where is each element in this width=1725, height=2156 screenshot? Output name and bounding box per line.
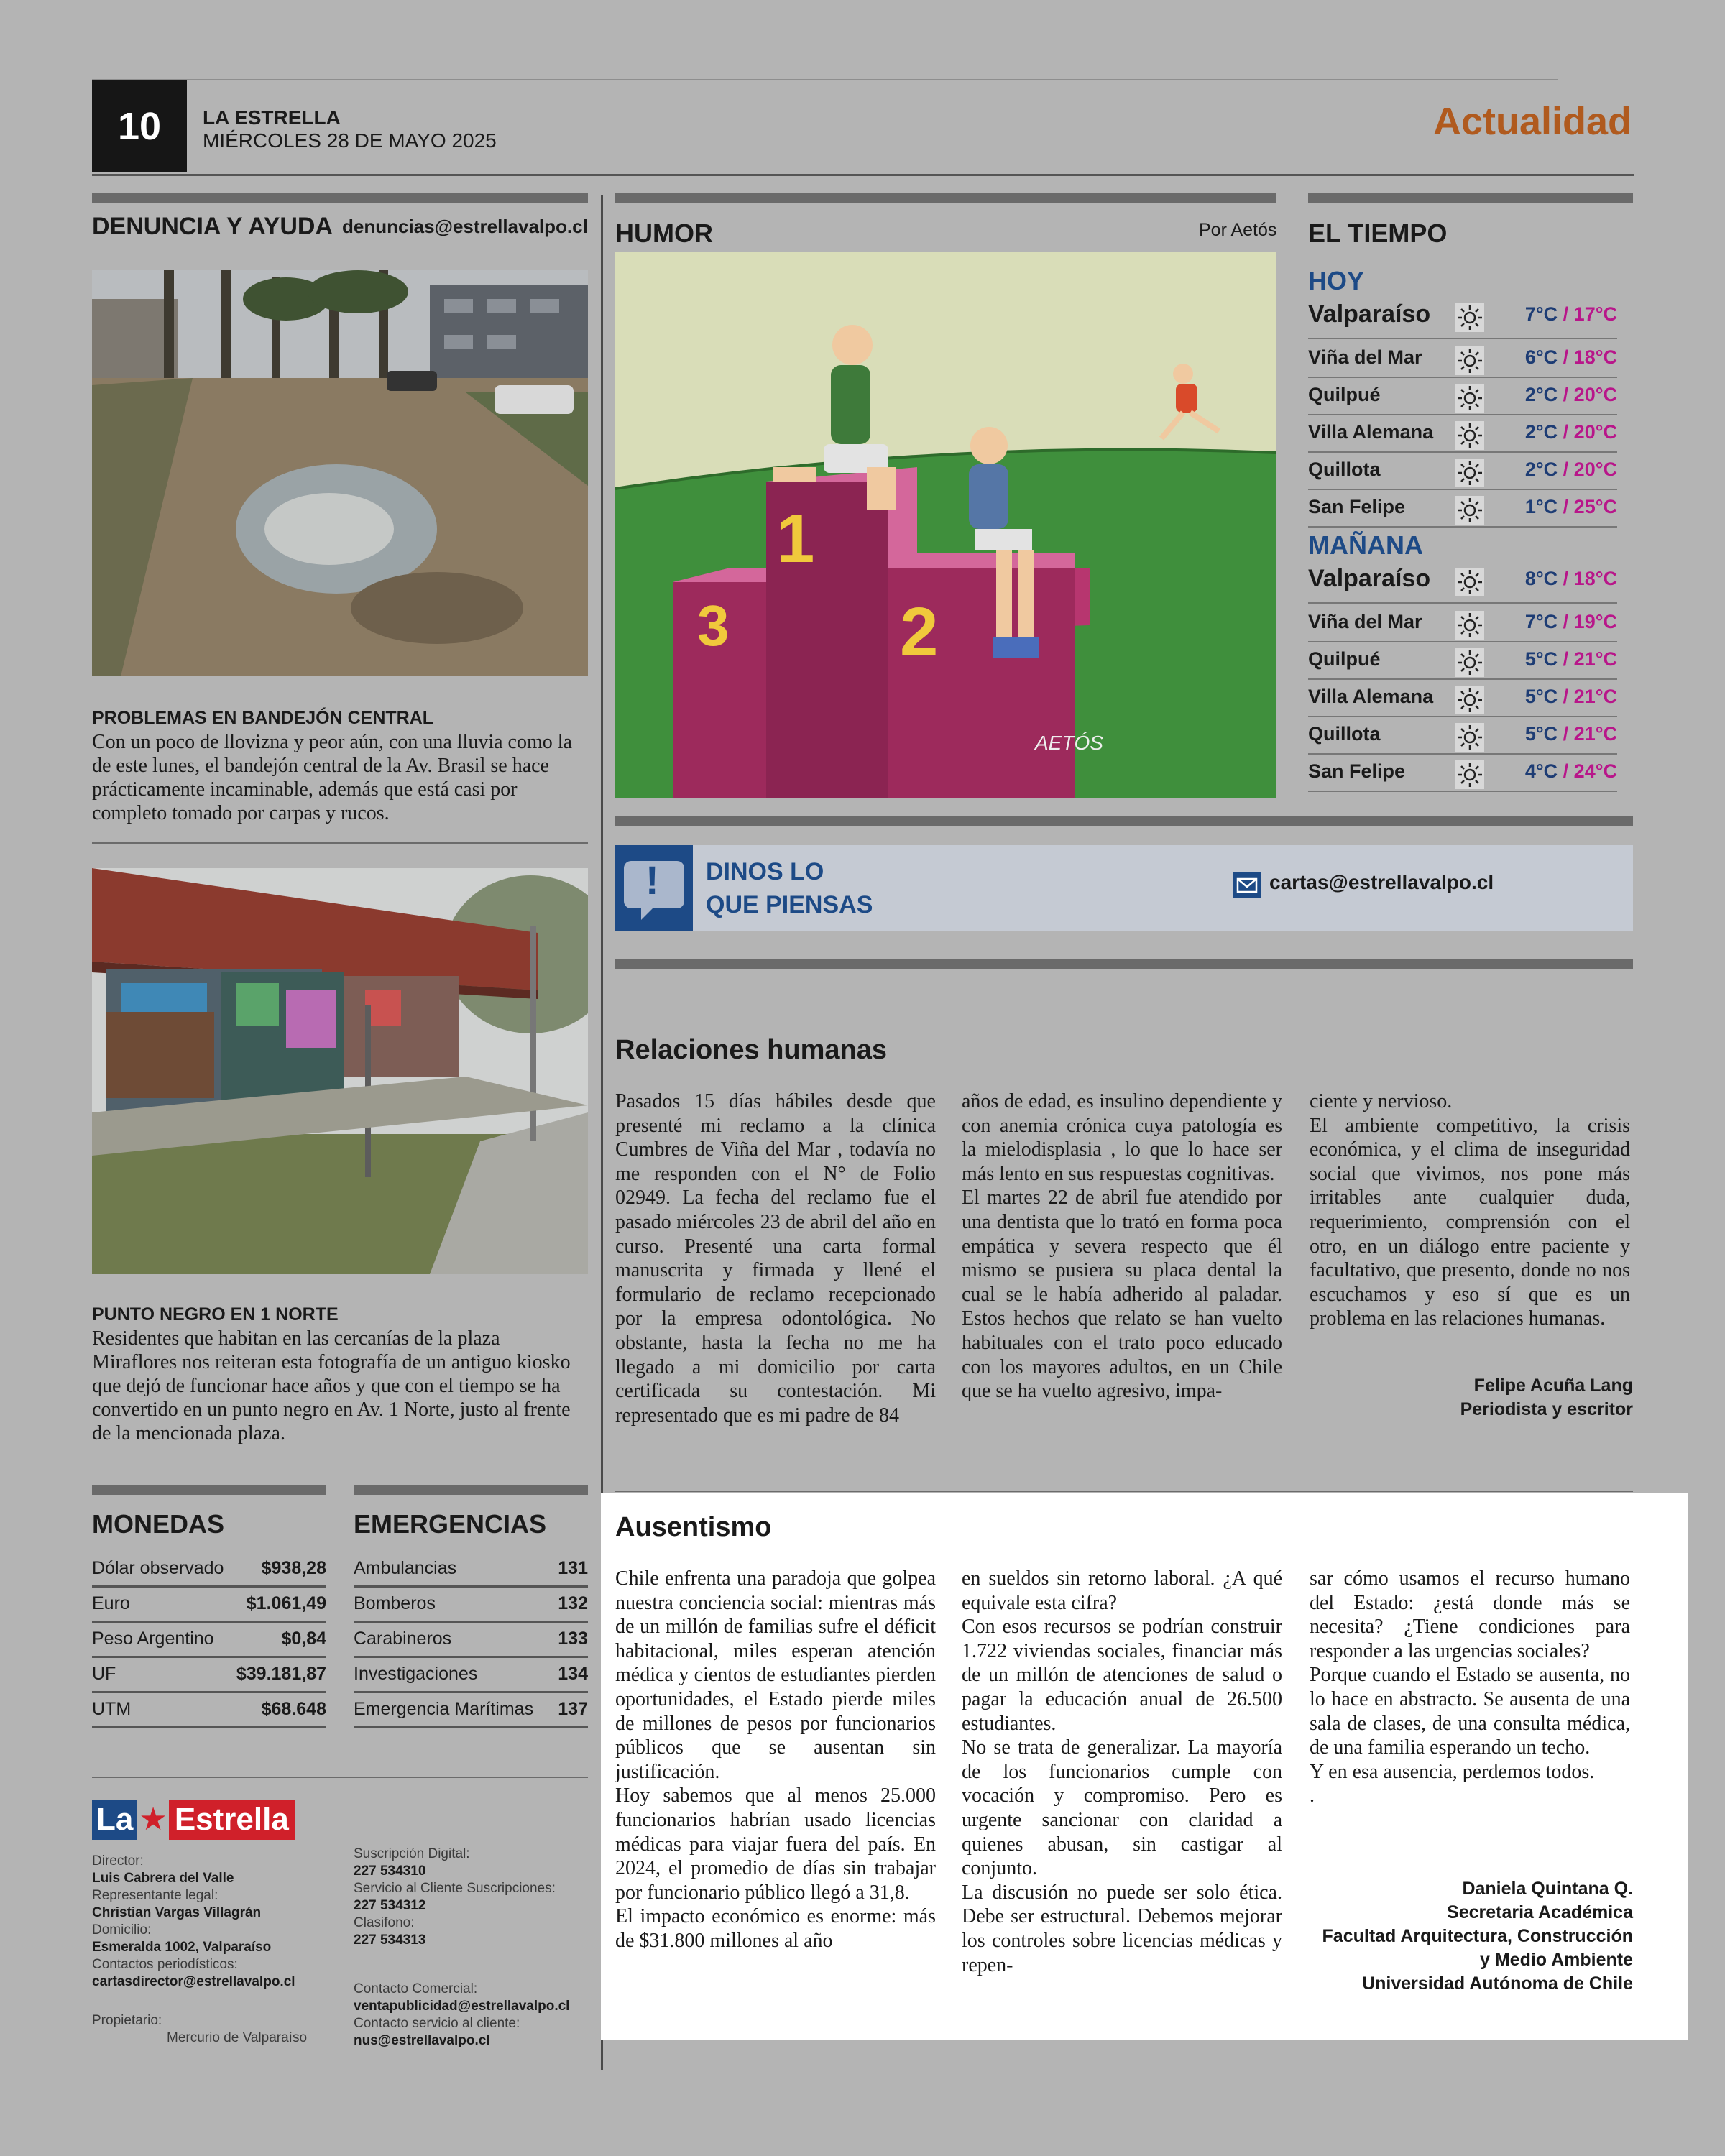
letter2-paragraph: sar cómo usamos el recurso humano del Estado: ¿está donde más se necesita? ¿Tiene condiciones para responder a las urgencias sociales? xyxy=(1310,1567,1630,1662)
legal-name: Christian Vargas Villagrán xyxy=(92,1905,262,1920)
currency-value: $39.181,87 xyxy=(236,1664,326,1684)
sun-icon xyxy=(1455,459,1484,487)
weather-row: Viña del Mar 6°C / 18°C xyxy=(1308,341,1617,378)
sun-icon xyxy=(1455,421,1484,450)
weather-city: Quillota xyxy=(1308,459,1381,480)
sun-icon xyxy=(1455,568,1484,596)
denuncia-bar xyxy=(92,193,588,203)
letter1-signature xyxy=(1460,1374,1633,1422)
emergency-label: Bomberos xyxy=(354,1593,436,1613)
letter2-col2 xyxy=(962,1567,1282,1977)
contactos-email[interactable]: cartasdirector@estrellavalpo.cl xyxy=(92,1974,295,1989)
temp-max: 20°C xyxy=(1573,459,1617,480)
dinos-bottom-bar xyxy=(615,959,1633,969)
bandejon-photo xyxy=(92,270,588,676)
director-name: Luis Cabrera del Valle xyxy=(92,1871,234,1886)
table-row xyxy=(354,1658,588,1693)
temp-min: 2°C xyxy=(1524,384,1558,405)
weather-row: Villa Alemana 2°C / 20°C xyxy=(1308,415,1617,453)
sun-icon xyxy=(1455,686,1484,714)
propietario-value: Mercurio de Valparaíso xyxy=(167,2030,308,2045)
denuncia-email[interactable]: denuncias@estrellavalpo.cl xyxy=(342,216,588,237)
domicilio-label: Domicilio: xyxy=(92,1922,152,1938)
director-label: Director: xyxy=(92,1853,144,1869)
letter2-role: Facultad Arquitectura, Construcción xyxy=(1322,1926,1633,1946)
letter2-paragraph: Hoy sabemos que al menos 25.000 funcionarios habrían usado licencias médicas para viajar fuera del país. En 2024, el promedio de días sin trabajar por funcionario público llegó a 31,8. xyxy=(615,1784,936,1904)
colophon-right xyxy=(354,1846,598,1949)
denuncia-title: DENUNCIA Y AYUDA xyxy=(92,213,334,240)
weather-row: San Felipe 1°C / 25°C xyxy=(1308,490,1617,528)
emergency-number: 133 xyxy=(558,1628,588,1649)
weather-row: Quilpué 2°C / 20°C xyxy=(1308,378,1617,415)
table-row xyxy=(354,1623,588,1658)
letter2-col1 xyxy=(615,1567,936,1953)
temp-max: 24°C xyxy=(1573,760,1617,782)
temp-max: 21°C xyxy=(1573,723,1617,745)
letter1-paragraph: ciente y nervioso. xyxy=(1310,1090,1453,1112)
letter1-title: Relaciones humanas xyxy=(615,1035,888,1065)
domicilio-value: Esmeralda 1002, Valparaíso xyxy=(92,1940,272,1955)
colophon-contact xyxy=(354,1981,598,2050)
weather-row: Quilpué 5°C / 21°C xyxy=(1308,642,1617,680)
letter2-col3 xyxy=(1310,1567,1630,1808)
cliente-email[interactable]: nus@estrellavalpo.cl xyxy=(354,2033,490,2048)
currency-label: Euro xyxy=(92,1593,130,1613)
section-title: Actualidad xyxy=(1432,100,1632,143)
table-row xyxy=(354,1552,588,1588)
weather-city: Quilpué xyxy=(1308,648,1381,670)
publication-date: MIÉRCOLES 28 DE MAYO 2025 xyxy=(203,129,497,152)
temp-max: 17°C xyxy=(1573,303,1617,325)
weather-city: Villa Alemana xyxy=(1308,686,1434,707)
monedas-table xyxy=(92,1552,326,1728)
emergency-label: Emergencia Marítimas xyxy=(354,1699,534,1719)
sun-icon xyxy=(1455,760,1484,789)
item1-title: PROBLEMAS EN BANDEJÓN CENTRAL xyxy=(92,708,434,728)
letter2-title: Ausentismo xyxy=(615,1512,772,1542)
temp-min: 8°C xyxy=(1524,568,1558,589)
weather-city: San Felipe xyxy=(1308,760,1406,782)
letters-divider xyxy=(615,1491,1633,1492)
servicio-label: Servicio al Cliente Suscripciones: xyxy=(354,1881,556,1896)
item1-text: Con un poco de llovizna y peor aún, con una lluvia como la de este lunes, el bandejón central de la Av. Brasil se hace prácticamente incaminable, además que está casi por completo tomado por carpas y rucos. xyxy=(92,731,572,824)
currency-value: $1.061,49 xyxy=(246,1593,326,1613)
letter2-signature xyxy=(1322,1877,1633,1996)
emergencias-bar xyxy=(354,1485,588,1495)
weather-city: Valparaíso xyxy=(1308,300,1431,328)
comercial-label: Contacto Comercial: xyxy=(354,1981,478,1996)
letter1-col2 xyxy=(962,1089,1282,1404)
table-row xyxy=(92,1623,326,1658)
clasifono-value: 227 534313 xyxy=(354,1932,426,1948)
sun-icon xyxy=(1455,723,1484,752)
weather-title: EL TIEMPO xyxy=(1308,218,1448,248)
servicio-value: 227 534312 xyxy=(354,1898,426,1913)
weather-row: Quillota 2°C / 20°C xyxy=(1308,453,1617,490)
emergency-label: Carabineros xyxy=(354,1628,452,1649)
temp-max: 25°C xyxy=(1573,496,1617,517)
contactos-label: Contactos periodísticos: xyxy=(92,1957,238,1972)
logo-estrella: Estrella xyxy=(169,1800,295,1840)
colophon-left xyxy=(92,1853,336,1991)
sun-icon xyxy=(1455,346,1484,375)
table-row xyxy=(92,1658,326,1693)
publication-name: LA ESTRELLA xyxy=(203,106,341,129)
weather-row: Valparaíso 8°C / 18°C xyxy=(1308,562,1617,604)
letter2-paragraph: El impacto económico es enorme: más de $31.800 millones al año xyxy=(615,1905,936,1952)
letter2-paragraph: Chile enfrenta una paradoja que golpea nuestra conciencia social: mientras más de un millón de familias sufre el déficit habitacional, miles esperan atención médica y cientos de estudiantes pierden oportunidades, el Estado pierde miles de millones de pesos por funcionarios públicos que se ausentan sin justificación. xyxy=(615,1567,936,1783)
kiosko-photo xyxy=(92,868,588,1274)
letter2-author: Daniela Quintana Q. xyxy=(1462,1879,1633,1899)
emergency-number: 137 xyxy=(558,1699,588,1719)
top-rule xyxy=(92,79,1558,80)
emergency-number: 131 xyxy=(558,1558,588,1578)
item2-text: Residentes que habitan en las cercanías de la plaza Miraflores nos reiteran esta fotografía de un antiguo kiosko que dejó de funcionar hace años y que con el tiempo se ha convertido en un punto negro en Av. 1 Norte, justo al frente de la mencionada plaza. xyxy=(92,1327,571,1445)
temp-min: 2°C xyxy=(1524,459,1558,480)
temp-min: 1°C xyxy=(1524,496,1558,517)
currency-value: $938,28 xyxy=(261,1558,326,1578)
emergency-label: Investigaciones xyxy=(354,1664,478,1684)
table-row xyxy=(92,1693,326,1728)
weather-city: Viña del Mar xyxy=(1308,611,1422,632)
weather-row: Quillota 5°C / 21°C xyxy=(1308,717,1617,755)
emergency-number: 134 xyxy=(558,1664,588,1684)
currency-label: UF xyxy=(92,1664,116,1684)
currency-label: UTM xyxy=(92,1699,132,1719)
letter2-paragraph: Porque cuando el Estado se ausenta, no lo hace en abstracto. Se ausenta de una sala de clases, de una consulta médica, de una familia esperando un techo. xyxy=(1310,1664,1630,1759)
weather-city: Villa Alemana xyxy=(1308,421,1434,443)
letter1-paragraph: Pasados 15 días hábiles desde que presenté mi reclamo a la clínica Cumbres de Viña del Mar , todavía no me responden con el N° de Folio 02949. La fecha del reclamo fue el pasado miércoles 23 de abril del año en curso. Presenté una carta formal manuscrita y firmada y llené el formulario de reclamo recepcionado por la empresa odontológica. No obstante, hasta la fecha no me ha llegado a mi domicilio por carta certificada su contestación. Mi representado que es mi padre de 84 xyxy=(615,1090,936,1427)
suscripcion-label: Suscripción Digital: xyxy=(354,1846,470,1861)
temp-min: 6°C xyxy=(1524,346,1558,368)
propietario-label: Propietario: xyxy=(92,2013,162,2028)
letter1-col3 xyxy=(1310,1089,1630,1331)
comercial-email[interactable]: ventapublicidad@estrellavalpo.cl xyxy=(354,1999,570,2014)
weather-city: San Felipe xyxy=(1308,496,1406,517)
suscripcion-value: 227 534310 xyxy=(354,1864,426,1879)
temp-max: 21°C xyxy=(1573,648,1617,670)
currency-label: Dólar observado xyxy=(92,1558,224,1578)
sun-icon xyxy=(1455,648,1484,677)
letter1-paragraph: El martes 22 de abril fue atendido por una dentista que lo trató en forma poca empática y severa respecto que él mismo se pusiera su placa dental la cual se le había adherido al paladar. Estos hechos que relato se han vuelto habituales con el trato poco educado con los mayores adultos, en un Chile que se ha vuelto agresivo, impa- xyxy=(962,1187,1282,1403)
temp-min: 7°C xyxy=(1524,303,1558,325)
sun-icon xyxy=(1455,611,1484,640)
weather-today-label: HOY xyxy=(1308,266,1365,295)
emergencias-title: EMERGENCIAS xyxy=(354,1509,547,1539)
currency-value: $0,84 xyxy=(281,1628,326,1649)
temp-min: 4°C xyxy=(1524,760,1558,782)
currency-value: $68.648 xyxy=(261,1699,326,1719)
weather-row: San Felipe 4°C / 24°C xyxy=(1308,755,1617,792)
dinos-title-line2: QUE PIENSAS xyxy=(706,891,873,918)
dinos-top-bar xyxy=(615,816,1633,826)
letter2-paragraph: La discusión no puede ser solo ética. Debe ser estructural. Debemos mejorar los controles sobre licencias médicas y repen- xyxy=(962,1881,1282,1976)
weather-tomorrow-label: MAÑANA xyxy=(1308,530,1423,560)
sun-icon xyxy=(1455,496,1484,525)
denuncia-divider xyxy=(92,842,588,844)
temp-min: 2°C xyxy=(1524,421,1558,443)
letter2-paragraph: en sueldos sin retorno laboral. ¿A qué equivale esta cifra? xyxy=(962,1567,1282,1614)
temp-max: 18°C xyxy=(1573,568,1617,589)
temp-max: 20°C xyxy=(1573,384,1617,405)
weather-city: Quilpué xyxy=(1308,384,1381,405)
temp-max: 19°C xyxy=(1573,611,1617,632)
letter2-role: y Medio Ambiente xyxy=(1480,1950,1633,1970)
podium-third: 3 xyxy=(697,594,730,658)
podium-second: 2 xyxy=(900,594,939,671)
dinos-title-line1: DINOS LO xyxy=(706,858,824,885)
weather-city: Viña del Mar xyxy=(1308,346,1422,368)
currency-label: Peso Argentino xyxy=(92,1628,214,1649)
letter2-paragraph: No se trata de generalizar. La mayoría de los funcionarios cumple con vocación y compromiso. Pero es urgente sancionar con claridad a quienes abusan, sin castigar al conjunto. xyxy=(962,1736,1282,1880)
emergencias-table xyxy=(354,1552,588,1728)
monedas-title: MONEDAS xyxy=(92,1509,225,1539)
temp-min: 7°C xyxy=(1524,611,1558,632)
exclamation-icon: ! xyxy=(645,857,659,903)
table-row xyxy=(92,1588,326,1623)
letter1-author: Felipe Acuña Lang xyxy=(1473,1376,1633,1396)
humor-cartoon xyxy=(615,252,1276,798)
weather-bar xyxy=(1308,193,1633,203)
temp-max: 18°C xyxy=(1573,346,1617,368)
cartoon-signature: AETÓS xyxy=(1035,732,1103,754)
cliente-label: Contacto servicio al cliente: xyxy=(354,2016,520,2031)
dinos-email[interactable]: cartas@estrellavalpo.cl xyxy=(1269,871,1494,893)
weather-row: Viña del Mar 7°C / 19°C xyxy=(1308,605,1617,642)
letter1-col1 xyxy=(615,1089,936,1427)
weather-city: Valparaíso xyxy=(1308,565,1431,592)
letter1-paragraph: años de edad, es insulino dependiente y con anemia crónica cuya patología es la mielodisplasia , lo que lo hace ser más lento en sus respuestas cognitivas. xyxy=(962,1090,1282,1185)
star-icon: ★ xyxy=(139,1802,167,1837)
sun-icon xyxy=(1455,303,1484,332)
sun-icon xyxy=(1455,384,1484,413)
podium-first: 1 xyxy=(776,500,815,577)
weather-row: Valparaíso 7°C / 17°C xyxy=(1308,298,1617,339)
logo-la: La xyxy=(92,1800,137,1840)
humor-title: HUMOR xyxy=(615,218,713,248)
letter2-role: Secretaria Académica xyxy=(1447,1902,1633,1922)
emergency-label: Ambulancias xyxy=(354,1558,457,1578)
letter2-role: Universidad Autónoma de Chile xyxy=(1362,1973,1633,1994)
clasifono-label: Clasifono: xyxy=(354,1915,415,1930)
letter1-author-role: Periodista y escritor xyxy=(1460,1399,1633,1419)
temp-min: 5°C xyxy=(1524,648,1558,670)
item2-title: PUNTO NEGRO EN 1 NORTE xyxy=(92,1304,339,1325)
la-estrella-logo xyxy=(92,1800,295,1840)
page-number: 10 xyxy=(92,80,187,172)
letter1-paragraph: El ambiente competitivo, la crisis económica, y el clima de inseguridad social que vivimos, nos pone más irritables ante cualquier duda, requerimiento, comprensión con el otro, en un diálogo entre paciente y facultativo, que presento, donde no nos escuchamos y eso sí que es un problema en las relaciones humanas. xyxy=(1310,1114,1630,1330)
dinos-title xyxy=(706,855,873,921)
emergency-number: 132 xyxy=(558,1593,588,1613)
temp-max: 20°C xyxy=(1573,421,1617,443)
temp-min: 5°C xyxy=(1524,686,1558,707)
table-row xyxy=(354,1588,588,1623)
table-row xyxy=(354,1693,588,1728)
humor-bar xyxy=(615,193,1276,203)
colophon-divider xyxy=(92,1777,588,1778)
letter2-paragraph: Y en esa ausencia, perdemos todos. xyxy=(1310,1760,1595,1783)
table-row xyxy=(92,1552,326,1588)
temp-max: 21°C xyxy=(1573,686,1617,707)
temp-min: 5°C xyxy=(1524,723,1558,745)
letter2-paragraph: Con esos recursos se podrían construir 1.722 viviendas sociales, financiar más de un millón de atenciones de salud o pagar la educación anual de 26.500 estudiantes. xyxy=(962,1616,1282,1735)
legal-label: Representante legal: xyxy=(92,1888,218,1903)
mail-icon xyxy=(1233,872,1261,898)
letter2-paragraph: . xyxy=(1310,1784,1315,1807)
monedas-bar xyxy=(92,1485,326,1495)
humor-author: Por Aetós xyxy=(1199,220,1277,240)
weather-row: Villa Alemana 5°C / 21°C xyxy=(1308,680,1617,717)
weather-city: Quillota xyxy=(1308,723,1381,745)
header-rule xyxy=(92,174,1634,176)
